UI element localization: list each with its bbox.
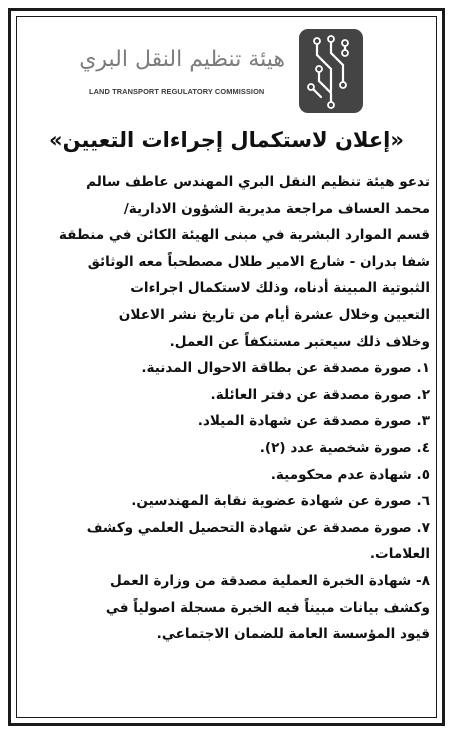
- document-item-4: ٤. صورة شخصية عدد (٢).: [259, 439, 430, 456]
- org-name-english: LAND TRANSPORT REGULATORY COMMISSION: [89, 87, 265, 96]
- body-line: وخلاف ذلك سيعتبر مستنكفاً عن العمل.: [169, 333, 430, 350]
- document-item-8-cont: قيود المؤسسة العامة للضمان الاجتماعي.: [156, 626, 430, 643]
- body-line: قسم الموارد البشرية في مبنى الهيئة الكائن في منطقة: [58, 227, 430, 244]
- body-line: التعيين وخلال عشرة أيام من تاريخ نشر الاعلان: [118, 306, 430, 323]
- body-line: الثبوتية المبينة أدناه، وذلك لاستكمال اجراءات: [130, 280, 430, 297]
- document-item-7-cont: العلامات.: [369, 546, 430, 563]
- document-item-2: ٢. صورة مصدقة عن دفتر العائلة.: [210, 386, 430, 403]
- header: [11, 27, 442, 119]
- document-item-1: ١. صورة مصدقة عن بطاقة الاحوال المدنية.: [141, 360, 430, 377]
- body-line: تدعو هيئة تنظيم النقل البري المهندس عاطف سالم: [86, 174, 430, 190]
- announcement-title: «إعلان لاستكمال إجراءات التعيين»: [49, 128, 404, 152]
- document-item-5: ٥. شهادة عدم محكومية.: [270, 466, 430, 483]
- document-item-7: ٧. صورة مصدقة عن شهادة التحصيل العلمي وكشف: [86, 519, 430, 536]
- announcement-frame: [8, 8, 445, 726]
- document-item-6: ٦. صورة عن شهادة عضوية نقابة المهندسين.: [131, 493, 430, 510]
- body-line: شفا بدران - شارع الامير طلال مصطحباً معه الوثائق: [87, 253, 430, 270]
- body-line: محمد العساف مراجعة مديرية الشؤون الادارية/: [123, 200, 430, 217]
- document-item-8-cont: وكشف بيانات مبيناً فيه الخبرة مسجلة اصولياً في: [105, 599, 430, 616]
- circuit-path-logo-icon: [299, 29, 363, 113]
- document-item-8: ٨- شهادة الخبرة العملية مصدقة من وزارة العمل: [110, 572, 430, 589]
- org-name-arabic: هيئة تنظيم النقل البري: [79, 47, 285, 72]
- document-item-3: ٣. صورة مصدقة عن شهادة الميلاد.: [197, 413, 430, 430]
- announcement-body: [23, 169, 430, 648]
